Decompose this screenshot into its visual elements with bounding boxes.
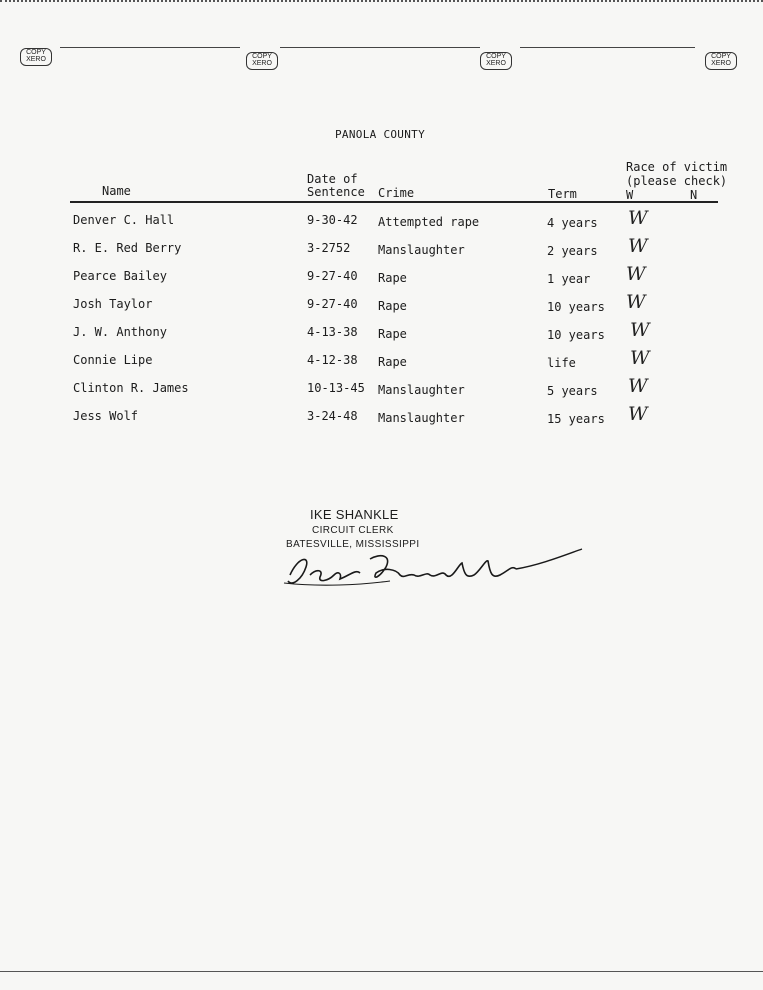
cell-name: Josh Taylor [73, 297, 153, 311]
cell-date: 3-24-48 [307, 409, 358, 423]
clerk-name: IKE SHANKLE [310, 507, 399, 522]
cell-term: 15 years [547, 412, 605, 426]
cell-term: 10 years [547, 328, 605, 342]
header-name: Name [102, 184, 131, 198]
cell-term: 2 years [547, 244, 598, 258]
cell-name: Clinton R. James [73, 381, 189, 395]
cell-term: 4 years [547, 216, 598, 230]
cell-date: 9-30-42 [307, 213, 358, 227]
cell-date: 3-2752 [307, 241, 351, 255]
cell-date: 9-27-40 [307, 269, 358, 283]
cell-date: 10-13-45 [307, 381, 365, 395]
cell-term: 1 year [547, 272, 591, 286]
race-check-mark: W [626, 291, 646, 313]
bottom-border [0, 971, 763, 972]
copy-stamp: COPY XERO [705, 52, 737, 70]
race-check-mark: W [630, 347, 650, 369]
header-crime: Crime [378, 186, 415, 200]
race-check-mark: W [628, 375, 648, 397]
copy-stamp: COPY XERO [246, 52, 278, 70]
cell-term: 5 years [547, 384, 598, 398]
cell-crime: Rape [378, 299, 407, 313]
race-check-mark: W [628, 207, 648, 229]
cell-date: 4-13-38 [307, 325, 358, 339]
header-race-line2: (please check) [626, 174, 728, 188]
cell-date: 4-12-38 [307, 353, 358, 367]
cell-name: J. W. Anthony [73, 325, 167, 339]
cell-term: 10 years [547, 300, 605, 314]
race-check-mark: W [628, 403, 648, 425]
cell-crime: Rape [378, 327, 407, 341]
cell-name: Jess Wolf [73, 409, 139, 423]
header-rule-mid [280, 47, 480, 48]
copy-stamp: COPY XERO [480, 52, 512, 70]
cell-name: Pearce Bailey [73, 269, 167, 283]
header-race-n: N [690, 188, 698, 202]
cell-crime: Manslaughter [378, 411, 465, 425]
header-race-w: W [626, 188, 634, 202]
copy-stamp: COPY XERO [20, 48, 52, 66]
cell-crime: Manslaughter [378, 243, 465, 257]
race-check-mark: W [628, 235, 648, 257]
clerk-title: CIRCUIT CLERK [312, 525, 394, 536]
county-title: PANOLA COUNTY [335, 128, 425, 141]
cell-crime: Attempted rape [378, 215, 480, 229]
header-date-line1: Date of [307, 172, 358, 186]
header-rule-right [520, 47, 695, 48]
cell-crime: Manslaughter [378, 383, 465, 397]
cell-name: R. E. Red Berry [73, 241, 182, 255]
clerk-location: BATESVILLE, MISSISSIPPI [286, 539, 420, 550]
cell-name: Denver C. Hall [73, 213, 175, 227]
cell-term: life [547, 356, 576, 370]
race-check-mark: W [630, 319, 650, 341]
top-perforation [0, 0, 763, 8]
header-term: Term [548, 187, 577, 201]
cell-crime: Rape [378, 355, 407, 369]
cell-date: 9-27-40 [307, 297, 358, 311]
header-race-line1: Race of victim [626, 160, 728, 174]
header-date-line2: Sentence [307, 185, 365, 199]
cell-crime: Rape [378, 271, 407, 285]
cell-name: Connie Lipe [73, 353, 153, 367]
handwritten-signature [280, 545, 590, 595]
header-rule-left [60, 47, 240, 48]
race-check-mark: W [626, 263, 646, 285]
header-underline [70, 201, 718, 203]
